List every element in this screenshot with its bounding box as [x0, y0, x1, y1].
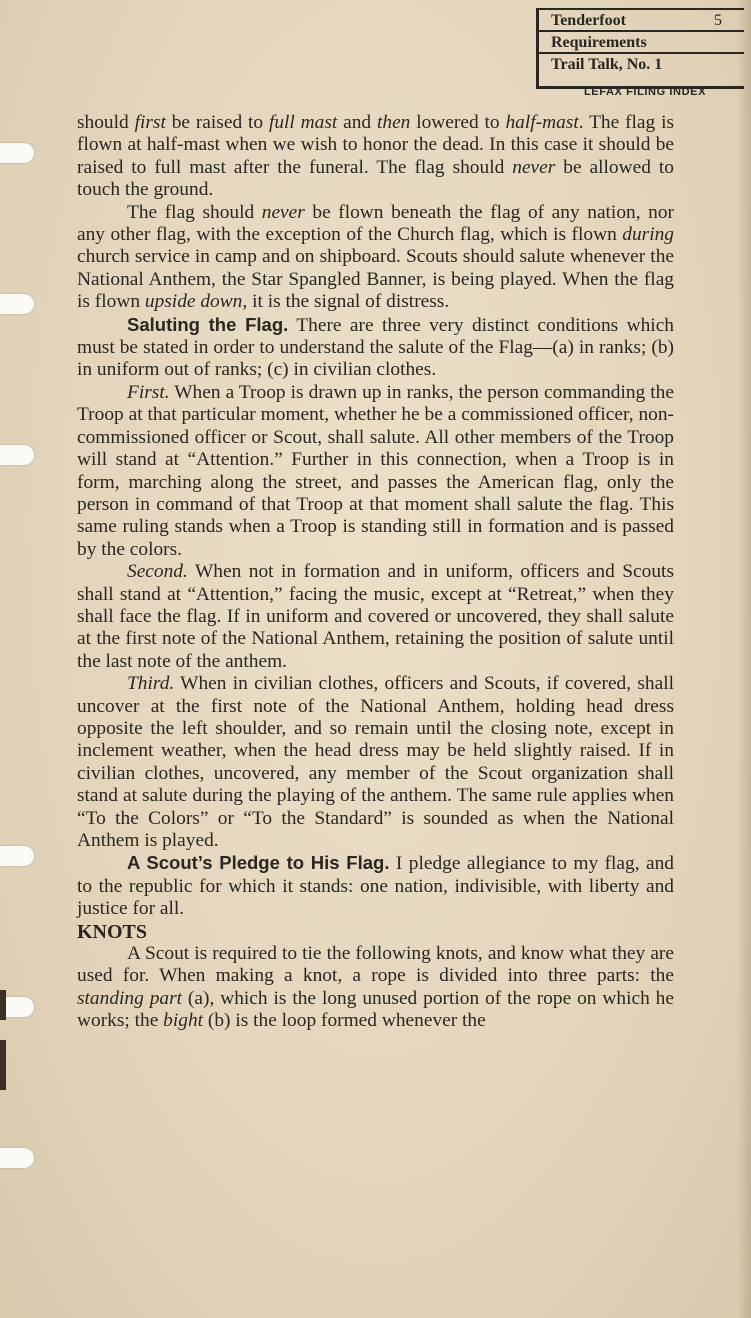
paragraph-knots-intro: A Scout is required to tie the following knots, and know what they are used for. When making a knot, a rope is divided into three parts: the standing part (a), which is the long unused portion of the rope on which he works; the bight (b) is the loop formed whenever the [77, 943, 674, 1032]
binder-hole [0, 1148, 34, 1168]
index-row-requirements [539, 32, 744, 54]
paragraph-flag-never-beneath: The flag should never be flown beneath the flag of any nation, nor any other flag, with the exception of the Church flag, which is flown during church service in camp and on shipboard. Scouts should salute whenever the National Anthem, the Star Spangled Banner, is being played. When the flag is flown upside down, it is the signal of distress. [77, 201, 674, 313]
paragraph-scouts-pledge: A Scout’s Pledge to His Flag. I pledge allegiance to my flag, and to the republic for which it stands: one nation, indivisible, with liberty and justice for all. [77, 852, 675, 920]
paragraph-first: First. When a Troop is drawn up in ranks, the person commanding the Troop at that particular moment, whether he be a commissioned officer, non-commissioned officer or Scout, shall salute. All other members of the Troop will stand at “Attention.” Further in this connection, when a Troop is in form, marching along the street, and passes the American flag, only the person in command of that Troop at that moment shall salute the flag. This same ruling stands when a Troop is standing still in formation and is passed by the colors. [77, 381, 674, 560]
paragraph-saluting-the-flag: Saluting the Flag. There are three very distinct conditions which must be stated in order to understand the salute of the Flag—(a) in ranks; (b) in uniform out of ranks; (c) in civilian clothes. [77, 313, 674, 381]
index-label: Tenderfoot [551, 12, 626, 29]
index-label: Requirements [551, 34, 647, 51]
section-heading: A Scout’s Pledge to His Flag. [127, 852, 390, 874]
body-text [77, 112, 674, 1033]
section-heading: Saluting the Flag. [127, 313, 289, 335]
binder-ring-mark [0, 990, 6, 1020]
page-number: 5 [714, 12, 722, 29]
index-row-trail-talk [539, 54, 744, 76]
lefax-filing-index-label: LEFAX FILING INDEX [583, 86, 707, 98]
index-row-tenderfoot [539, 10, 744, 32]
binder-ring-mark [0, 1040, 6, 1090]
filing-index-box [536, 8, 744, 89]
paragraph-third: Third. When in civilian clothes, officers and Scouts, if covered, shall uncover at the first note of the National Anthem, holding head dress opposite the left shoulder, and so remain until the closing note, except in inclement weather, when the head dress may be held slightly raised. If in civilian clothes, uncovered, any member of the Scout organization shall stand at salute during the playing of the anthem. The same rule applies when “To the Colors” or “To the Standard” is sounded as when the National Anthem is played. [77, 673, 674, 851]
paragraph-second: Second. When not in formation and in uniform, officers and Scouts shall stand at “Attention,” facing the music, except at “Retreat,” when they shall face the flag. If in uniform and covered or uncovered, they shall salute at the first note of the National Anthem, retaining the position of salute until the last note of the anthem. [77, 561, 674, 672]
binder-hole [0, 846, 34, 866]
binder-hole [0, 143, 34, 163]
knots-heading: KNOTS [77, 920, 148, 943]
paragraph-half-mast: should first be raised to full mast and then lowered to half-mast. The flag is flown at half-mast when we wish to honor the dead. In this case it should be raised to full mast after the funeral. The flag should never be allowed to touch the ground. [77, 112, 675, 201]
index-label: Trail Talk, No. 1 [551, 56, 663, 73]
page-edge-shadow [737, 0, 751, 1318]
binder-hole [0, 445, 34, 465]
binder-hole [0, 294, 34, 314]
